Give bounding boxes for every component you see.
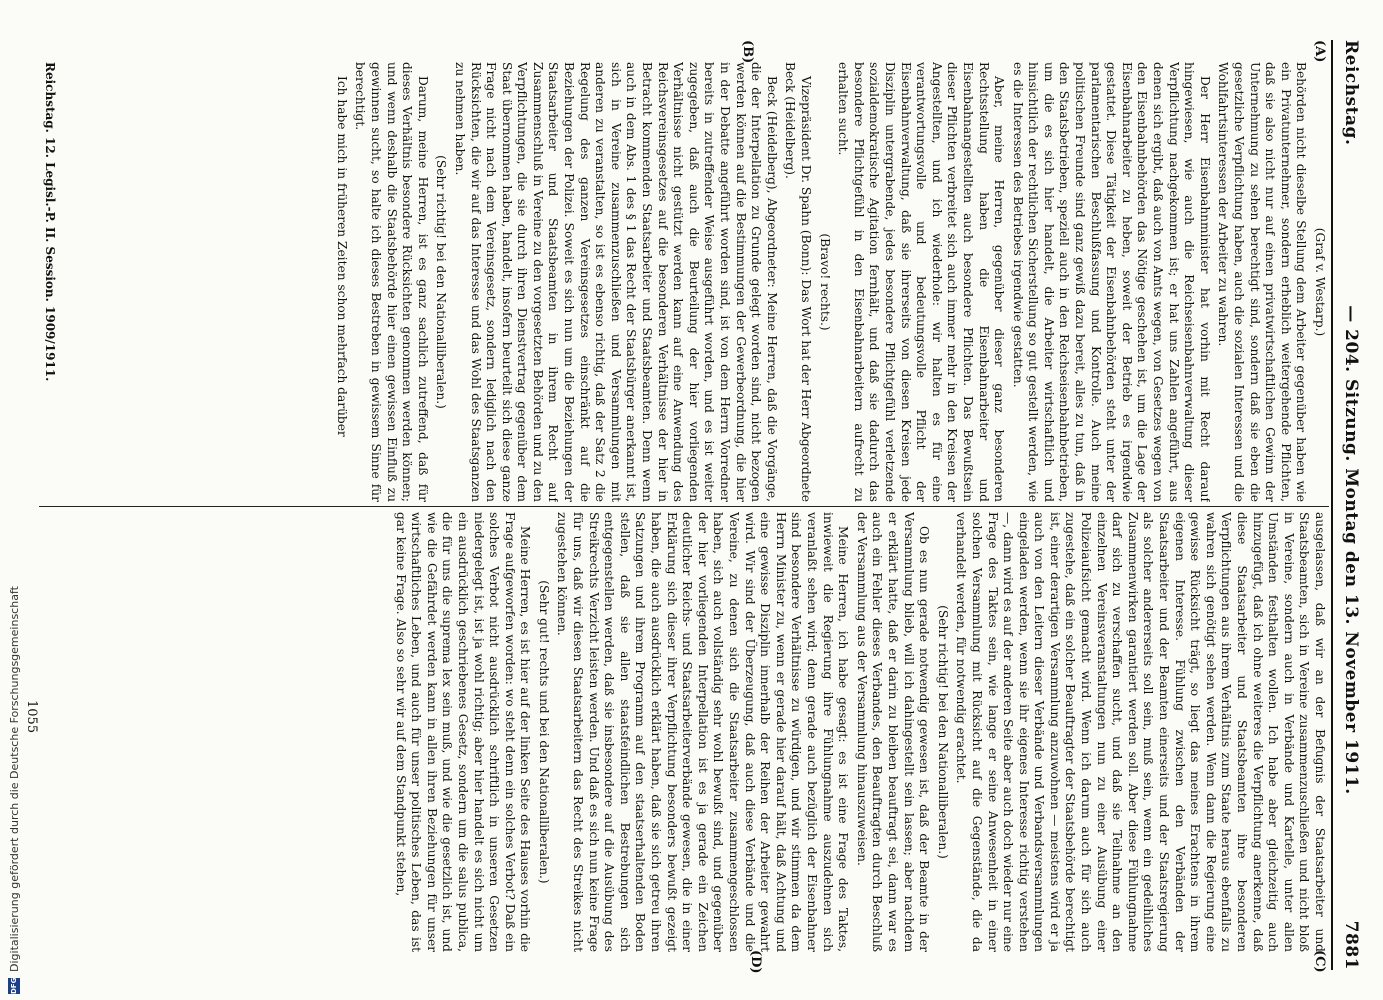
- paragraph: (Sehr richtig! bei den Nationalliberalen.): [935, 605, 950, 859]
- page-footer: Reichstag. 12. Legisl.-P. II. Session. 1909/1911.: [43, 62, 57, 382]
- paragraph: Behörden nicht dieselbe Stellung dem Arbeiter gegenüber haben wie ein Privatunternehmer, sondern erheblich weitergehende Pflichten, daß sie also nicht nur auf einen privatwirtschaftlichen Gewinn der Unternehmung zu sehen berechtigt sind, sondern daß sie eben die gesetzliche Verpflichtung haben, auch die sozialen Interessen und die Wohlfahrtsinteressen der Arbeiter zu wahren.: [1216, 62, 1309, 502]
- paragraph: (Sehr richtig! bei den Nationalliberalen.): [434, 155, 449, 409]
- watermark-strip: [4, 0, 24, 1000]
- header-publication: Reichstag.: [1341, 40, 1361, 146]
- margin-marker-b: (B): [740, 40, 755, 64]
- watermark-text: Digitalisierung gefördert durch die Deutsche Forschungsgemeinschaft: [7, 586, 21, 972]
- header-rule: [1331, 40, 1333, 970]
- paragraph: (Graf v. Westarp.): [1313, 227, 1327, 337]
- page-number: 1055: [24, 700, 39, 734]
- header-page-number: 7881: [1341, 920, 1361, 970]
- paragraph: Meine Herren, ich habe gesagt: es ist eine Frage des Taktes, inwieweit die Regierung ihre Fühlungnahme auszudehnen sich veranlaßt sehen wird; denn gerade auch bezüglich der Eisenbahner sind besondere Verhältnisse zu würdigen, und wir stimmen da dem Herrn Minister zu, wenn er gerade hier darauf hält, daß Achtung und eine gewisse Disziplin innerhalb der Reihen der Arbeiter gewahrt wird. Wir sind der Überzeugung, daß auch diese Verbände und die Vereine, zu denen sich die Staatsarbeiter zusammengeschlossen haben, sich auch vollständig sehr wohl bewußt sind, und gegenüber der hier vorliegenden Interpellation ist es ja gerade ein Zeichen deutlicher Reichs- und Staatsarbeiterverbände gewesen, die in einer Erklärung sich dieser ihrer Verpflichtung besonders bewußt gezeigt haben, die auch ausdrücklich erklärt haben, daß sie sich getreu ihren Satzungen und ihrem Programm auf den staatserhaltenden Boden stellen, daß sie allen staatsfeindlichen Bestrebungen sich entgegenstellen werden, daß sie insbesondere auf die Ausübung des Streikrechts Verzicht leisten werden. Und daß es sich nun keine Frage für uns, daß wir diesen Staatsarbeitern das Recht des Streikes nicht zugestehen können.: [555, 512, 851, 952]
- paragraph: Ob es nun gerade notwendig gewesen ist, daß der Beamte in der Versammlung blieb, will ich dahingestellt sein lassen; aber nachdem er erklärt hatte, daß er darin zu bleiben beauftragt sei, dann war es auch ein Fehler dieses Verbandes, den Beauftragten durch Beschluß der Versammlung aus der Versammlung hinauszuweisen.: [854, 512, 932, 952]
- column-divider: [39, 506, 1329, 507]
- paragraph: Ich habe mich in früheren Zeiten schon mehrfach darüber: [334, 76, 349, 437]
- paragraph: (Bravo! rechts.): [817, 233, 832, 331]
- paragraph: Meine Herren, es ist hier auf der linken Seite des Hauses vorhin die Frage aufgeworfen worden: wo steht denn ein solches Verbot? Daß ein solches Verbot nicht ausdrücklich schriftlich in unseren Gesetzen niedergelegt ist, ist ja wohl richtig; aber hier handelt es sich nicht um ein ausdrücklich geschriebenes Gesetz, sondern um die salus publica, die für uns die suprema lex sein muß, und wie die gesetzlich ist, und wie die Gefährdet werden kann in allen ihren Beziehungen für unser wirtschaftliches Leben, und auch für unser politisches Leben, das ist gar keine Frage. Also so sehr wir auf dem Standpunkt stehen,: [393, 512, 533, 952]
- margin-marker-c: (C): [1312, 950, 1327, 973]
- dfg-logo-icon: DFG: [10, 977, 18, 994]
- paragraph: (Sehr gut! rechts und bei den Nationalliberalen.): [536, 580, 551, 884]
- right-column: [77, 512, 1327, 952]
- left-column: [27, 62, 1327, 502]
- header-session: — 204. Sitzung. Montag den 13. November 1911.: [1341, 305, 1361, 795]
- paragraph: Beck (Heidelberg), Abgeordneter: Meine Herren, daß die Vorgänge, die der Interpellation zu Grunde gelegt worden sind, nicht bezogen werden können auf die Bestimmungen der Gewerbeordnung, die hier in der Debatte angeführt worden sind, ist von dem Herrn Vorredner bereits in zutreffender Weise ausgeführt worden, und es ist weiter zugegeben, daß auch die Beurteilung der hier vorliegenden Verhältnisse nicht gestützt werden kann auf eine Anwendung des Reichsvereinsgesetzes auf die besonderen Verhältnisse der hier in Betracht kommenden Staatsarbeiter und Staatsbeamten. Denn wenn auch in dem Abs. 1 des § 1 das Recht der Staatsbürger anerkannt ist, sich in Vereine zusammenzuschließen und Versammlungen mit anderen zu veranstalten, so ist es ebenso richtig, daß der Satz 2 die Regelung des ganzen Vereinsgesetzes einschränkt auf die Beziehungen der Polizei. Soweit es sich nun um die Beziehungen der Staatsarbeiter und Staatsbeamten in ihrem Recht auf Zusammenschluß in Vereine zu den vorgesetzten Behörden und zu den Verpflichtungen, die sie durch ihren Dienstvertrag gegenüber dem Staat übernommen haben, handelt, insofern beurteilt sich diese ganze Frage nicht nach dem Vereinsgesetz, sondern lediglich nach den Rücksichten, die wir auf das Interesse und das Wohl des Staatsganzen zu nehmen haben.: [452, 62, 779, 502]
- paragraph: ausgelassen, daß wir an der Befugnis der Staatsarbeiter und Staatsbeamten, sich in Vereine zusammenzuschließen und nicht bloß in Vereine, sondern auch in Verbände und Kartelle, unter allen Umständen festhalten wollen. Ich habe aber gleichzeitig auch hinzugefügt, daß ich ohne weiteres die Verpflichtung anerkenne, daß diese Staatsarbeiter und Staatsbeamten ihre besonderen Verpflichtungen aus ihrem Verhältnis zum Staate heraus ebenfalls zu wahren sich genötigt sehen werden. Wenn dann die Regierung eine gewisse Rücksicht trägt, so liegt das meines Erachtens in ihrem eigenen Interesse. Fühlung zwischen den Verbänden der Staatsarbeiter und der Beamten einerseits und der Staatsregierung als solcher andererseits soll sein, muß sein, wenn ein gedeihliches Zusammenwirken garantiert werden soll. Aber diese Fühlungnahme darf sich zu verschaffen sucht, und daß sie Teilnahme an den einzelnen Vereinsveranstaltungen nun zu einer Ausübung einer Polizeiaufsicht gemacht wird. Wenn ich darum auch für sich auch zugestehe, daß ein solcher Beauftragter der Staatsbehörde berechtigt ist, einer derartigen Versammlung anzuwohnen — meistens wird er ja auch von den Leitern dieser Verbände und Verbandsversammlungen eingeladen werden, wenn sie ihr eigenes Interesse richtig verstehen —, dann wird es auf der anderen Seite aber auch doch wieder nur eine Frage des Taktes sein, wie lange er seine Anwesenheit in einer solchen Versammlung mit Rücksicht auf die Gegenstände, die da verhandelt werden, für notwendig erachtet.: [954, 512, 1327, 952]
- paragraph: Aber, meine Herren, gegenüber dieser ganz besonderen Rechtsstellung haben die Eisenbahnarbeiter und Eisenbahnangestellten auch besondere Pflichten. Das Bewußtsein dieser Pflichten verbreitet sich auch immer mehr in den Kreisen der Angestellten, und ich wiederhole: wir halten es für eine verantwortungsvolle und bedeutungsvolle Pflicht der Eisenbahnverwaltung, daß sie ihrerseits von diesen Kreisen jede Disziplin untergrabende, jedes besondere Pflichtgefühl verletzende sozialdemokratische Agitation fernhält, und daß sie dadurch das besondere Pflichtgefühl in den Eisenbahnarbeitern aufrecht zu erhalten sucht.: [836, 62, 1007, 502]
- margin-marker-a: (A): [1312, 40, 1327, 63]
- margin-marker-d: (D): [748, 950, 763, 974]
- page-header: [1335, 40, 1361, 970]
- paragraph: Darum, meine Herren, ist es ganz sachlich zutreffend, daß für dieses Verhältnis besondere Rücksichten genommen werden können; und wenn deshalb die Staatsbehörde hier einen gewissen Einfluß zu gewinnen sucht, so halte ich dieses Bestreben in gewissem Sinne für berechtigt.: [353, 62, 430, 502]
- paragraph: Der Herr Eisenbahnminister hat vorhin mit Recht darauf hingewiesen, wie auch die Reichseisenbahnverwaltung dieser Verpflichtung nachgekommen ist; er hat uns Zahlen angeführt, aus denen sich ergibt, daß auch von Amts wegen, von Gesetzes wegen von den Eisenbahnbehörden das Nötige geschehen ist, um die Lage der Eisenbahnarbeiter zu heben, soweit der Betrieb es irgendwie gestattet. Diese Tätigkeit der Eisenbahnbehörden steht unter der parlamentarischen Beschlußfassung und Kontrolle. Auch meine politischen Freunde sind ganz gewiß dazu bereit, alles zu tun, daß in den Staatsbetrieben, speziell auch in den Reichseisenbahnbetrieben, um die es sich hier handelt, die Arbeiter wirtschaftlich und hinsichtlich der rechtlichen Sicherstellung so gut gestellt werden, wie es die Interessen des Betriebes irgendwie gestatten.: [1010, 62, 1212, 502]
- paragraph: Vizepräsident Dr. Spahn (Bonn): Das Wort hat der Herr Abgeordnete Beck (Heidelberg).: [783, 62, 813, 502]
